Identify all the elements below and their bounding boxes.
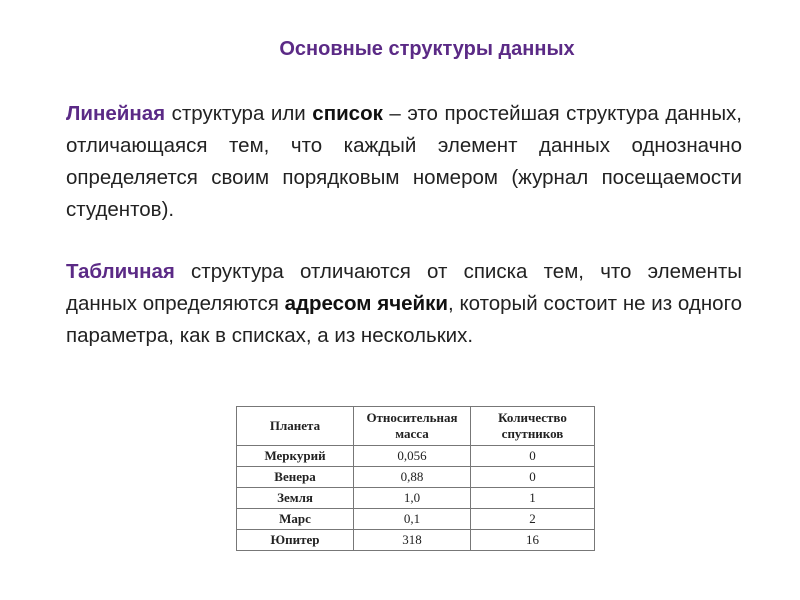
planet-name: Марс xyxy=(237,509,354,530)
table-row xyxy=(237,488,595,509)
planet-satellites: 0 xyxy=(471,467,595,488)
planet-satellites: 1 xyxy=(471,488,595,509)
planet-mass: 0,88 xyxy=(354,467,471,488)
planet-name: Земля xyxy=(237,488,354,509)
linear-structure-paragraph xyxy=(66,98,742,226)
planet-satellites: 2 xyxy=(471,509,595,530)
planet-name: Юпитер xyxy=(237,530,354,551)
table-row xyxy=(237,446,595,467)
table-term: Табличная xyxy=(66,260,175,283)
planet-mass: 1,0 xyxy=(354,488,471,509)
table-structure-paragraph xyxy=(66,256,742,352)
header-planet: Планета xyxy=(237,407,354,446)
header-satellites: Количество спутников xyxy=(471,407,595,446)
planet-name: Меркурий xyxy=(237,446,354,467)
linear-term: Линейная xyxy=(66,102,166,125)
planet-satellites: 16 xyxy=(471,530,595,551)
table-header-row xyxy=(237,407,595,446)
planet-satellites: 0 xyxy=(471,446,595,467)
table-text-a: структура отличаются от списка тем, что элементы данных определяются xyxy=(66,260,742,315)
linear-text-a: структура или xyxy=(165,102,313,125)
table-row xyxy=(237,467,595,488)
cell-address-term: адресом ячейки xyxy=(284,292,448,315)
planet-mass: 0,1 xyxy=(354,509,471,530)
list-term: список xyxy=(312,102,383,125)
header-relative-mass: Относительная масса xyxy=(354,407,471,446)
planet-name: Венера xyxy=(237,467,354,488)
table-row xyxy=(237,530,595,551)
linear-text-b: – это простейшая структура данных, отличающаяся тем, что каждый элемент данных однозначно определяется своим порядковым номером (журнал посещаемости студентов). xyxy=(66,102,743,221)
table-row xyxy=(237,509,595,530)
table-text-b: , который состоит не из одного параметра, как в списках, а из нескольких. xyxy=(66,292,742,347)
page-title: Основные структуры данных xyxy=(279,38,575,60)
planets-table xyxy=(236,406,595,551)
planet-mass: 0,056 xyxy=(354,446,471,467)
planets-table-container xyxy=(236,406,595,551)
planet-mass: 318 xyxy=(354,530,471,551)
